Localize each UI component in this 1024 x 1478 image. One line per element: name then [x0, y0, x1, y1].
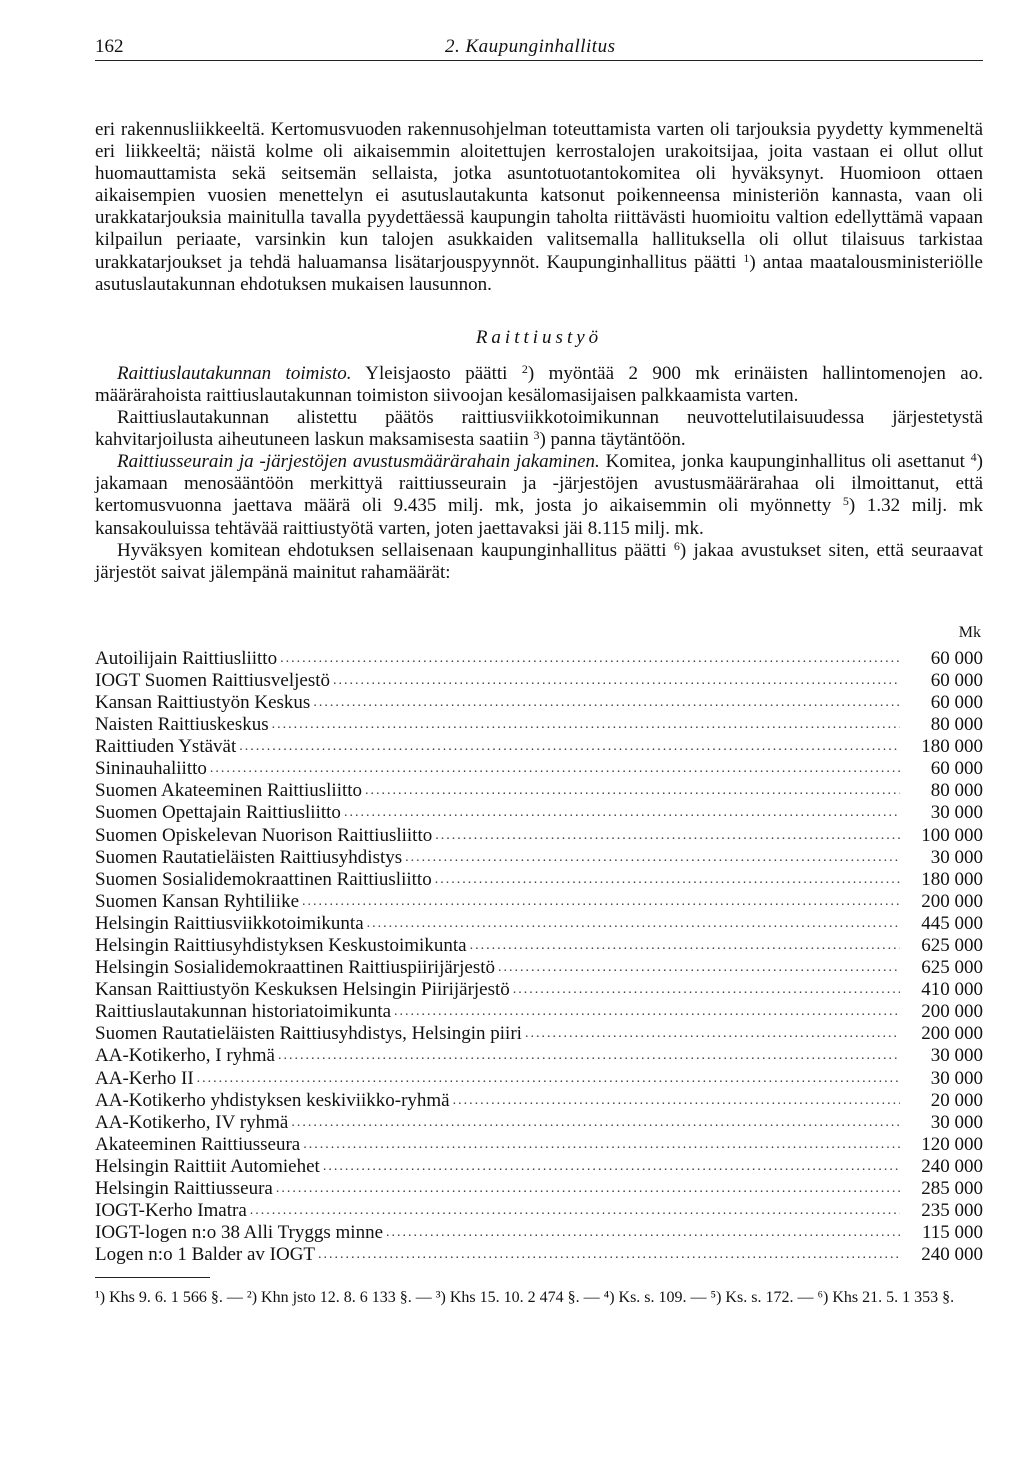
grant-amount: 625 000	[921, 935, 983, 956]
dot-leader	[302, 889, 900, 913]
organization-name: Kansan Raittiustyön Keskus	[95, 691, 311, 713]
grant-table	[95, 648, 983, 1267]
dot-leader	[276, 1176, 900, 1200]
unit-header: Mk	[958, 623, 981, 641]
table-row	[95, 670, 983, 692]
dot-leader	[318, 1242, 900, 1266]
grant-amount: 60 000	[930, 669, 983, 691]
dot-leader	[365, 778, 900, 802]
dot-leader	[405, 845, 900, 869]
dot-leader	[210, 756, 900, 780]
dot-leader	[250, 1198, 900, 1222]
dot-leader	[280, 646, 900, 670]
dot-leader	[386, 1220, 900, 1244]
dot-leader	[313, 690, 900, 714]
organization-name: Helsingin Sosialidemokraattinen Raittiuspiirijärjestö	[95, 957, 495, 979]
organization-name: Suomen Opiskelevan Nuorison Raittiusliitto	[95, 824, 433, 846]
intro-paragraph: eri rakennusliikkeeltä. Kertomusvuoden rakennusohjelman toteuttamista varten oli tarjouksia pyydetty kymmeneltä eri liikkeeltä; näistä kolme oli aikaisemmin aloitettujen kerrostalojen urakoitsijaa, joita vastaan ei ollut ollut huomauttamista sekä seitsemän sellaista, jotka asuntotuotantokomitea oli hyväksynyt. Huomioon ottaen aikaisempien vuosien menettelyn ei asutuslautakunta katsonut poikenneensa ministeriön kannasta, vaan oli urakkatarjouksia mainitulla tavalla pyydettäessä kaupungin taholta riittävästi huomioitu valtion edellyttämä vapaan kilpailun periaate, varsinkin kun talojen asukkaiden valitsemalla hallituksella oli ollut tilaisuus tarkistaa urakkatarjoukset ja tehdä haluamansa lisätarjouspyynnöt. Kaupunginhallitus päätti $^1$) antaa maatalousministeriölle asutuslautakunnan ehdotuksen mukaisen lausunnon.	[95, 119, 983, 295]
table-row	[95, 935, 983, 957]
dot-leader	[367, 911, 900, 935]
table-row	[95, 1244, 983, 1266]
dot-leader	[291, 1110, 900, 1134]
document-page	[95, 32, 983, 1308]
organization-name: AA-Kotikerho, I ryhmä	[95, 1045, 275, 1067]
table-row	[95, 1134, 983, 1156]
grant-amount: 30 000	[930, 1111, 983, 1133]
table-row	[95, 692, 983, 714]
grant-amount: 115 000	[921, 1222, 983, 1244]
dot-leader	[435, 867, 900, 891]
table-row	[95, 1112, 983, 1134]
dot-leader	[272, 712, 900, 736]
table-row	[95, 1090, 983, 1112]
grant-amount: 80 000	[930, 714, 983, 736]
grant-amount: 30 000	[930, 802, 983, 824]
grant-amount: 240 000	[921, 1155, 983, 1177]
table-row	[95, 847, 983, 869]
running-title: 2. Kaupunginhallitus	[445, 36, 616, 57]
dot-leader	[333, 668, 900, 692]
organization-name: Raittiuden Ystävät	[95, 736, 237, 758]
dot-leader	[525, 1021, 900, 1045]
organization-name: Kansan Raittiustyön Keskuksen Helsingin Piirijärjestö	[95, 979, 510, 1001]
organization-name: Helsingin Raittiusviikkotoimikunta	[95, 912, 364, 934]
page-header	[95, 32, 983, 61]
table-row	[95, 1222, 983, 1244]
grant-amount: 120 000	[921, 1133, 983, 1155]
dot-leader	[435, 823, 900, 847]
dot-leader	[470, 933, 900, 957]
grant-amount: 285 000	[921, 1178, 983, 1200]
table-row	[95, 1068, 983, 1090]
organization-name: AA-Kotikerho, IV ryhmä	[95, 1111, 289, 1133]
grant-amount: 410 000	[921, 979, 983, 1001]
paragraph-alistettu: Raittiuslautakunnan alistettu päätös raittiusviikkotoimikunnan neuvottelutilaisuudessa järjestetystä kahvitarjoilusta aiheutuneen laskun maksamisesta saatiin $^3$) panna täytäntöön.	[95, 407, 983, 451]
dot-leader	[303, 1132, 900, 1156]
page-number: 162	[95, 36, 124, 57]
grant-amount: 200 000	[921, 1023, 983, 1045]
dot-leader	[513, 977, 900, 1001]
organization-name: Helsingin Raittiit Automiehet	[95, 1155, 320, 1177]
organization-name: Suomen Sosialidemokraattinen Raittiusliitto	[95, 868, 432, 890]
dot-leader	[394, 999, 900, 1023]
grant-amount: 20 000	[930, 1089, 983, 1111]
table-row	[95, 957, 983, 979]
grant-amount: 180 000	[921, 736, 983, 758]
grant-amount: 180 000	[921, 868, 983, 890]
table-row	[95, 1156, 983, 1178]
organization-name: Sininauhaliitto	[95, 758, 207, 780]
table-row	[95, 979, 983, 1001]
organization-name: Autoilijain Raittiusliitto	[95, 647, 278, 669]
organization-name: Suomen Opettajain Raittiusliitto	[95, 802, 341, 824]
table-row	[95, 869, 983, 891]
grant-amount: 625 000	[921, 957, 983, 979]
section-heading: Raittiustyö	[475, 326, 603, 348]
dot-leader	[197, 1066, 900, 1090]
grant-amount: 240 000	[921, 1244, 983, 1266]
table-row	[95, 1045, 983, 1067]
paragraph-jakaminen: Raittiusseurain ja -järjestöjen avustusmäärärahain jakaminen. Komitea, jonka kaupunginhallitus oli asettanut $^4$) jakamaan menosääntöön merkittyä raittiusseurain ja -järjestöjen avustusmäärärahaa oli ilmoittanut, että kertomusvuonna jaettava määrä oli 9.435 milj. mk, josta jo aikaisemmin oli myönnetty $^5$) 1.32 milj. mk kansakouluissa tehtävää raittiustyötä varten, joten jaettavaksi jäi 8.115 milj. mk.	[95, 450, 983, 539]
organization-name: Suomen Rautatieläisten Raittiusyhdistys	[95, 846, 403, 868]
grant-amount: 30 000	[930, 846, 983, 868]
grant-amount: 30 000	[930, 1067, 983, 1089]
table-row	[95, 714, 983, 736]
organization-name: IOGT-logen n:o 38 Alli Tryggs minne	[95, 1222, 384, 1244]
table-row	[95, 1001, 983, 1023]
organization-name: AA-Kerho II	[95, 1067, 194, 1089]
organization-name: Logen n:o 1 Balder av IOGT	[95, 1244, 316, 1266]
organization-name: IOGT Suomen Raittiusveljestö	[95, 669, 331, 691]
grant-amount: 235 000	[921, 1200, 983, 1222]
grant-amount: 60 000	[930, 758, 983, 780]
dot-leader	[453, 1088, 900, 1112]
dot-leader	[344, 800, 900, 824]
table-row	[95, 736, 983, 758]
grant-amount: 60 000	[930, 647, 983, 669]
table-row	[95, 802, 983, 824]
organization-name: Suomen Kansan Ryhtiliike	[95, 890, 299, 912]
dot-leader	[498, 955, 900, 979]
paragraph-hyvaksyen: Hyväksyen komitean ehdotuksen sellaisenaan kaupunginhallitus päätti $^6$) jakaa avustukset siten, että seuraavat järjestöt saivat jälempänä mainitut rahamäärät:	[95, 538, 983, 583]
footnotes: ¹) Khs 9. 6. 1 566 §. — ²) Khn jsto 12. 8. 6 133 §. — ³) Khs 15. 10. 2 474 §. — ⁴) Ks. s. 109. — ⁵) Ks. s. 172. — ⁶) Khs 21. 5. 1 353 §.	[95, 1289, 955, 1307]
table-row	[95, 648, 983, 670]
organization-name: Helsingin Raittiusseura	[95, 1178, 273, 1200]
dot-leader	[278, 1043, 900, 1067]
footnote-rule	[95, 1277, 210, 1278]
table-row	[95, 1200, 983, 1222]
table-row	[95, 1023, 983, 1045]
grant-amount: 100 000	[921, 824, 983, 846]
grant-amount: 200 000	[921, 1001, 983, 1023]
organization-name: Naisten Raittiuskeskus	[95, 714, 269, 736]
body-text	[95, 119, 983, 584]
grant-amount: 80 000	[930, 780, 983, 802]
table-row	[95, 825, 983, 847]
organization-name: Raittiuslautakunnan historiatoimikunta	[95, 1001, 392, 1023]
dot-leader	[239, 734, 900, 758]
grant-amount: 30 000	[930, 1045, 983, 1067]
table-row	[95, 1178, 983, 1200]
grant-amount: 60 000	[930, 691, 983, 713]
grant-amount: 200 000	[921, 890, 983, 912]
table-row	[95, 758, 983, 780]
dot-leader	[323, 1154, 900, 1178]
paragraph-toimisto: Raittiuslautakunnan toimisto. Yleisjaosto päätti $^2$) myöntää 2 900 mk erinäisten hallintomenojen ao. määrärahoista raittiuslautakunnan toimiston siivoojan kesälomasijaisen palkkaamista varten.	[95, 361, 983, 406]
table-row	[95, 891, 983, 913]
organization-name: Suomen Akateeminen Raittiusliitto	[95, 780, 363, 802]
organization-name: Suomen Rautatieläisten Raittiusyhdistys, Helsingin piiri	[95, 1023, 522, 1045]
organization-name: Helsingin Raittiusyhdistyksen Keskustoimikunta	[95, 935, 467, 956]
organization-name: Akateeminen Raittiusseura	[95, 1133, 301, 1155]
organization-name: IOGT-Kerho Imatra	[95, 1200, 247, 1222]
organization-name: AA-Kotikerho yhdistyksen keskiviikko-ryhmä	[95, 1089, 450, 1111]
table-row	[95, 780, 983, 802]
table-row	[95, 913, 983, 935]
grant-amount: 445 000	[921, 912, 983, 934]
